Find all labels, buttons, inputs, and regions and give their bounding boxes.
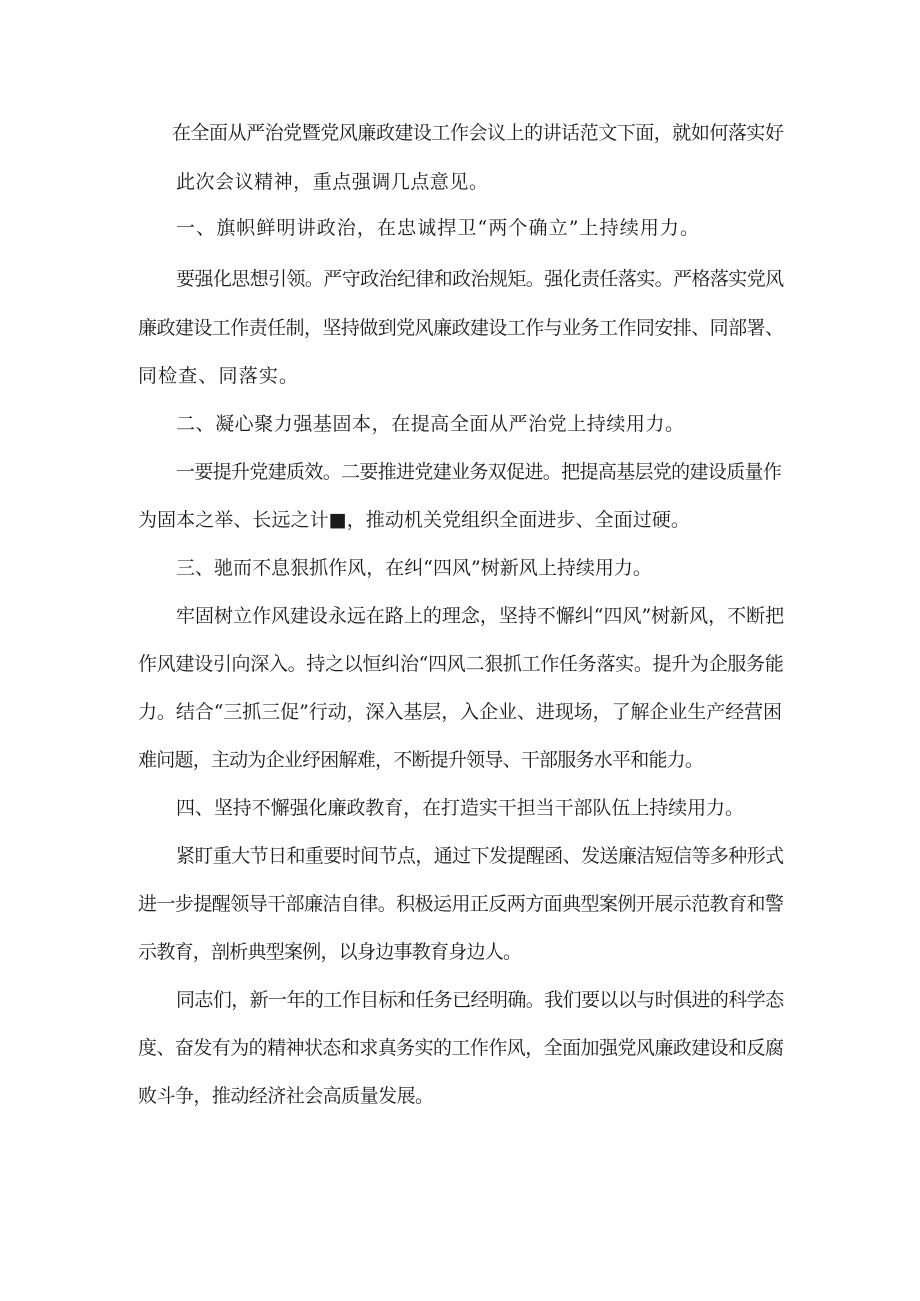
section-heading: 二、凝心聚力强基固本，在提高全面从严治党上持续用力。 (176, 413, 685, 435)
section-heading: 三、驰而不息狠抓作风，在纠“四风”树新风上持续用力。 (176, 557, 652, 579)
paragraph-line: 度、奋发有为的精神状态和求真务实的工作作风，全面加强党风廉政建设和反腐 (138, 1037, 784, 1059)
paragraph-line: 同志们，新一年的工作目标和任务已经明确。我们要以以与时俱进的科学态 (176, 989, 784, 1011)
section-heading: 四、坚持不懈强化廉政教育，在打造实干担当干部队伍上持续用力。 (176, 797, 744, 819)
paragraph-line: 要强化思想引领。严守政治纪律和政治规矩。强化责任落实。严格落实党风 (176, 268, 784, 290)
paragraph-line: 同检查、同落实。 (138, 365, 300, 387)
paragraph-line: 廉政建设工作责任制，坚持做到党风廉政建设工作与业务工作同安排、同部署、 (138, 317, 784, 339)
paragraph-line: 一要提升党建质效。二要推进党建业务双促进。把提高基层党的建设质量作 (176, 461, 782, 483)
paragraph-line: 败斗争，推动经济社会高质量发展。 (138, 1085, 434, 1107)
section-heading: 一、旗帜鲜明讲政治，在忠诚捍卫“两个确立”上持续用力。 (176, 217, 701, 239)
paragraph-line: 牢固树立作风建设永远在路上的理念，坚持不懈纠“四风”树新风，不断把 (176, 605, 785, 627)
paragraph-line: 进一步提醒领导干部廉洁自律。积极运用正反两方面典型案例开展示范教育和警 (138, 893, 784, 915)
paragraph-line: 在全面从严治党暨党风廉政建设工作会议上的讲话范文下面，就如何落实好 (172, 122, 784, 144)
paragraph-line: 力。结合“三抓三促”行动，深入基层，入企业、进现场，了解企业生产经营困 (138, 701, 782, 723)
paragraph-line: 示教育，剖析典型案例，以身边事教育身边人。 (138, 941, 522, 963)
paragraph-line: 为固本之举、长远之计■，推动机关党组织全面进步、全面过硬。 (138, 509, 690, 531)
paragraph-line: 作风建设引向深入。持之以恒纠治“四风二狠抓工作任务落实。提升为企服务能 (138, 653, 784, 675)
paragraph-line: 紧盯重大节日和重要时间节点，通过下发提醒函、发送廉洁短信等多种形式 (176, 845, 784, 867)
paragraph-line: 难问题，主动为企业纾困解难，不断提升领导、干部服务水平和能力。 (138, 749, 704, 771)
paragraph-line: 此次会议精神，重点强调几点意见。 (176, 171, 489, 193)
